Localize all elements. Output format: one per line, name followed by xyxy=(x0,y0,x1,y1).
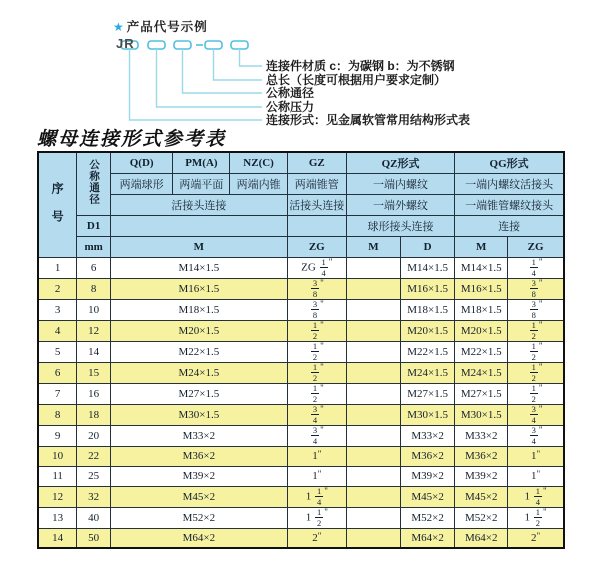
cell-qg_zg: 1 $\frac{1}{2}$ " xyxy=(508,507,564,528)
cell-qz_d: M64×2 xyxy=(401,528,455,548)
inch-mark: " xyxy=(538,424,543,435)
fraction: $\frac{3}{8}$ xyxy=(312,298,318,320)
code-label-material: 连接件材质 c：为碳钢 b：为不锈钢 xyxy=(266,59,455,73)
star-icon: ★ xyxy=(113,20,125,34)
cell-mm: 12 xyxy=(77,320,111,341)
header-row-3 xyxy=(38,194,564,215)
header-col-qz: QZ形式 xyxy=(346,152,454,173)
inch-mark: " xyxy=(320,340,324,351)
fraction: $\frac{1}{4}$ xyxy=(316,485,322,507)
cell-qg_m: M52×2 xyxy=(455,507,508,528)
cell-gz: 2" xyxy=(287,528,346,548)
cell-qg_zg xyxy=(508,299,564,320)
cell-qz_d: M36×2 xyxy=(401,446,455,466)
table-row xyxy=(38,320,564,341)
leader-line-5 xyxy=(130,49,263,120)
cell-gz: ZG $\frac{1}{4}$ " xyxy=(287,257,346,278)
header-qg-sub3: 连接 xyxy=(455,215,564,236)
code-box-group xyxy=(121,41,248,49)
cell-gz xyxy=(287,404,346,425)
table-row xyxy=(38,257,564,278)
table-row xyxy=(38,425,564,446)
cell-qg_m: M14×1.5 xyxy=(455,257,508,278)
cell-mm: 25 xyxy=(77,466,111,486)
code-box-3 xyxy=(174,41,191,49)
inch-mark: " xyxy=(538,277,543,288)
cell-m: M22×1.5 xyxy=(111,341,288,362)
table-row xyxy=(38,278,564,299)
cell-seq: 8 xyxy=(38,404,77,425)
table-header xyxy=(38,152,564,257)
cell-mm: 40 xyxy=(77,507,111,528)
cell-m: M39×2 xyxy=(111,466,288,486)
cell-qz_d: M39×2 xyxy=(401,466,455,486)
cell-qg_zg xyxy=(508,257,564,278)
cell-seq: 11 xyxy=(38,466,77,486)
cell-seq: 2 xyxy=(38,278,77,299)
leader-line-1 xyxy=(240,49,263,66)
cell-qg_m: M33×2 xyxy=(455,425,508,446)
fraction: $\frac{1}{4}$ xyxy=(321,256,326,278)
header-dn: 公称通径 xyxy=(77,152,111,215)
header-qg-sub2: 一端锥管螺纹接头 xyxy=(455,194,564,215)
cell-m: M24×1.5 xyxy=(111,362,288,383)
cell-gz: 1" xyxy=(287,466,346,486)
fraction: $\frac{3}{4}$ xyxy=(531,424,536,446)
inch-mark: " xyxy=(536,449,541,459)
table-row xyxy=(38,299,564,320)
cell-qz_m xyxy=(346,446,400,466)
header-m-label: M xyxy=(111,236,288,257)
header-col-pm: PM(A) xyxy=(173,152,230,173)
cell-mm: 15 xyxy=(77,362,111,383)
cell-qg_zg xyxy=(508,404,564,425)
cell-qz_m xyxy=(346,341,400,362)
cell-qz_m xyxy=(346,528,400,548)
cell-qz_d: M16×1.5 xyxy=(401,278,455,299)
inch-mark: " xyxy=(317,469,322,479)
cell-gz xyxy=(287,299,346,320)
header-zg-label: ZG xyxy=(287,236,346,257)
inch-mark: " xyxy=(538,403,543,414)
header-qz-sub3: 球形接头连接 xyxy=(346,215,454,236)
fraction: $\frac{1}{2}$ xyxy=(312,361,318,383)
inch-mark: " xyxy=(320,361,324,372)
inch-mark: " xyxy=(538,256,543,267)
cell-mm: 18 xyxy=(77,404,111,425)
fraction: $\frac{1}{2}$ xyxy=(531,382,536,404)
inch-mark: " xyxy=(320,403,324,414)
table-title: 螺母连接形式参考表 xyxy=(37,129,227,150)
fraction: $\frac{3}{8}$ xyxy=(531,277,536,299)
inch-mark: " xyxy=(317,449,322,459)
fraction: $\frac{1}{2}$ xyxy=(312,382,318,404)
product-code-diagram xyxy=(0,0,600,128)
inch-mark: " xyxy=(320,319,324,330)
leader-line-2 xyxy=(214,49,263,80)
cell-qg_zg: 1 $\frac{1}{4}$ " xyxy=(508,486,564,507)
cell-m: M45×2 xyxy=(111,486,288,507)
fraction: $\frac{1}{4}$ xyxy=(535,485,541,507)
cell-qg_m: M27×1.5 xyxy=(455,383,508,404)
cell-qg_m: M36×2 xyxy=(455,446,508,466)
cell-mm: 14 xyxy=(77,341,111,362)
cell-seq: 10 xyxy=(38,446,77,466)
header-col-qg: QG形式 xyxy=(455,152,564,173)
inch-mark: " xyxy=(324,506,328,517)
cell-qg_m: M24×1.5 xyxy=(455,362,508,383)
cell-qz_m xyxy=(346,507,400,528)
cell-m: M52×2 xyxy=(111,507,288,528)
cell-m: M27×1.5 xyxy=(111,383,288,404)
cell-gz xyxy=(287,383,346,404)
cell-mm: 50 xyxy=(77,528,111,548)
cell-m: M18×1.5 xyxy=(111,299,288,320)
inch-mark: " xyxy=(324,485,328,496)
header-row-5 xyxy=(38,236,564,257)
cell-gz xyxy=(287,278,346,299)
inch-mark: " xyxy=(320,424,324,435)
cell-qg_m: M18×1.5 xyxy=(455,299,508,320)
table-row xyxy=(38,404,564,425)
inch-mark: " xyxy=(543,485,547,496)
cell-qg_m: M22×1.5 xyxy=(455,341,508,362)
header-row-4 xyxy=(38,215,564,236)
cell-mm: 8 xyxy=(77,278,111,299)
code-label-pressure: 公称压力 xyxy=(266,100,315,114)
code-box-2 xyxy=(148,41,165,49)
cell-qz_d: M30×1.5 xyxy=(401,404,455,425)
cell-qg_m: M30×1.5 xyxy=(455,404,508,425)
inch-mark: " xyxy=(538,298,543,309)
header-qg-zg: ZG xyxy=(508,236,564,257)
inch-mark: " xyxy=(536,469,541,479)
code-box-4 xyxy=(205,41,222,49)
header-row-1 xyxy=(38,152,564,173)
inch-mark: " xyxy=(328,256,333,267)
header-col-nz: NZ(C) xyxy=(230,152,287,173)
header-blank-left xyxy=(111,215,288,236)
cell-qg_m: M20×1.5 xyxy=(455,320,508,341)
table-body xyxy=(38,257,564,548)
fraction: $\frac{1}{4}$ xyxy=(531,256,536,278)
code-prefix: JR xyxy=(116,36,135,51)
cell-qz_m xyxy=(346,278,400,299)
cell-qz_d: M27×1.5 xyxy=(401,383,455,404)
cell-gz xyxy=(287,425,346,446)
cell-qg_m: M45×2 xyxy=(455,486,508,507)
cell-qz_d: M14×1.5 xyxy=(401,257,455,278)
fraction: $\frac{3}{4}$ xyxy=(312,403,318,425)
header-qg-m: M xyxy=(455,236,508,257)
fraction: $\frac{3}{8}$ xyxy=(312,277,318,299)
cell-gz xyxy=(287,320,346,341)
cell-gz xyxy=(287,341,346,362)
table-row xyxy=(38,341,564,362)
header-union-gz: 活接头连接 xyxy=(287,194,346,215)
cell-mm: 32 xyxy=(77,486,111,507)
inch-mark: " xyxy=(538,361,543,372)
inch-mark: " xyxy=(543,506,547,517)
cell-gz: 1" xyxy=(287,446,346,466)
header-union-left: 活接头连接 xyxy=(111,194,288,215)
cell-seq: 4 xyxy=(38,320,77,341)
cell-seq: 5 xyxy=(38,341,77,362)
header-qz-m: M xyxy=(346,236,400,257)
cell-seq: 14 xyxy=(38,528,77,548)
cell-mm: 16 xyxy=(77,383,111,404)
cell-qz_d: M24×1.5 xyxy=(401,362,455,383)
cell-mm: 10 xyxy=(77,299,111,320)
cell-qz_d: M52×2 xyxy=(401,507,455,528)
cell-qz_d: M18×1.5 xyxy=(401,299,455,320)
header-gz-sub: 两端锥管 xyxy=(287,173,346,194)
inch-mark: " xyxy=(538,382,543,393)
cell-seq: 12 xyxy=(38,486,77,507)
cell-mm: 20 xyxy=(77,425,111,446)
cell-qg_zg: 2" xyxy=(508,528,564,548)
cell-qg_zg xyxy=(508,362,564,383)
cell-qz_m xyxy=(346,466,400,486)
cell-qz_d: M45×2 xyxy=(401,486,455,507)
cell-qz_m xyxy=(346,425,400,446)
cell-mm: 6 xyxy=(77,257,111,278)
header-pm-sub: 两端平面 xyxy=(173,173,230,194)
header-qz-d: D xyxy=(401,236,455,257)
cell-qz_m xyxy=(346,362,400,383)
cell-qz_m xyxy=(346,299,400,320)
fraction: $\frac{1}{2}$ xyxy=(535,506,541,528)
cell-seq: 6 xyxy=(38,362,77,383)
code-box-5 xyxy=(231,41,248,49)
cell-gz: 1 $\frac{1}{2}$ " xyxy=(287,507,346,528)
cell-seq: 1 xyxy=(38,257,77,278)
fraction: $\frac{1}{2}$ xyxy=(312,340,318,362)
cell-qz_m xyxy=(346,383,400,404)
cell-mm: 22 xyxy=(77,446,111,466)
header-seq: 序号 xyxy=(38,152,77,257)
cell-gz: 1 $\frac{1}{4}$ " xyxy=(287,486,346,507)
cell-qg_zg xyxy=(508,320,564,341)
header-col-q: Q(D) xyxy=(111,152,173,173)
cell-seq: 9 xyxy=(38,425,77,446)
cell-seq: 7 xyxy=(38,383,77,404)
table-row xyxy=(38,383,564,404)
cell-qg_zg xyxy=(508,425,564,446)
leader-line-4 xyxy=(157,49,263,107)
table-row xyxy=(38,507,564,528)
leader-line-group xyxy=(130,49,263,120)
cell-m: M20×1.5 xyxy=(111,320,288,341)
cell-qz_d: M33×2 xyxy=(401,425,455,446)
cell-qz_m xyxy=(346,486,400,507)
fraction: $\frac{3}{4}$ xyxy=(531,403,536,425)
header-mm: mm xyxy=(77,236,111,257)
cell-qg_zg xyxy=(508,383,564,404)
header-qg-sub1: 一端内螺纹活接头 xyxy=(455,173,564,194)
cell-m: M14×1.5 xyxy=(111,257,288,278)
cell-qg_m: M64×2 xyxy=(455,528,508,548)
code-label-diameter: 公称通径 xyxy=(266,86,315,100)
inch-mark: " xyxy=(320,298,324,309)
fraction: $\frac{3}{4}$ xyxy=(312,424,318,446)
header-col-gz: GZ xyxy=(287,152,346,173)
fraction: $\frac{1}{2}$ xyxy=(312,319,318,341)
fraction: $\frac{1}{2}$ xyxy=(531,319,536,341)
cell-m: M33×2 xyxy=(111,425,288,446)
fraction: $\frac{1}{2}$ xyxy=(316,506,322,528)
inch-mark: " xyxy=(538,340,543,351)
header-blank-gz xyxy=(287,215,346,236)
header-d1: D1 xyxy=(77,215,111,236)
cell-seq: 13 xyxy=(38,507,77,528)
table-row xyxy=(38,466,564,486)
fraction: $\frac{1}{2}$ xyxy=(531,340,536,362)
cell-qz_d: M20×1.5 xyxy=(401,320,455,341)
diagram-heading xyxy=(113,17,208,35)
header-q-sub: 两端球形 xyxy=(111,173,173,194)
cell-seq: 3 xyxy=(38,299,77,320)
code-label-length: 总长（长度可根据用户要求定制） xyxy=(266,73,447,87)
cell-qg_m: M16×1.5 xyxy=(455,278,508,299)
nut-connection-table xyxy=(37,151,565,549)
inch-mark: " xyxy=(538,319,543,330)
cell-qz_m xyxy=(346,404,400,425)
code-label-connection: 连接形式：见金属软管常用结构形式表 xyxy=(266,113,471,127)
cell-qz_m xyxy=(346,257,400,278)
cell-qz_m xyxy=(346,320,400,341)
table-row xyxy=(38,528,564,548)
table-row xyxy=(38,362,564,383)
fraction: $\frac{3}{8}$ xyxy=(531,298,536,320)
inch-mark: " xyxy=(320,382,324,393)
leader-line-3 xyxy=(183,49,263,93)
cell-m: M36×2 xyxy=(111,446,288,466)
inch-mark: " xyxy=(317,530,322,541)
cell-qg_zg xyxy=(508,341,564,362)
table-row xyxy=(38,486,564,507)
header-qz-sub1: 一端内螺纹 xyxy=(346,173,454,194)
cell-qg_zg: 1" xyxy=(508,466,564,486)
table-row xyxy=(38,446,564,466)
cell-m: M16×1.5 xyxy=(111,278,288,299)
cell-gz xyxy=(287,362,346,383)
cell-qg_zg xyxy=(508,278,564,299)
cell-m: M64×2 xyxy=(111,528,288,548)
cell-m: M30×1.5 xyxy=(111,404,288,425)
cell-qz_d: M22×1.5 xyxy=(401,341,455,362)
header-nz-sub: 两端内锥 xyxy=(230,173,287,194)
inch-mark: " xyxy=(320,277,324,288)
header-qz-sub2: 一端外螺纹 xyxy=(346,194,454,215)
header-row-2 xyxy=(38,173,564,194)
diagram-heading-text: 产品代号示例 xyxy=(126,20,208,34)
inch-mark: " xyxy=(536,530,541,541)
fraction: $\frac{1}{2}$ xyxy=(531,361,536,383)
cell-qg_zg: 1" xyxy=(508,446,564,466)
cell-qg_m: M39×2 xyxy=(455,466,508,486)
